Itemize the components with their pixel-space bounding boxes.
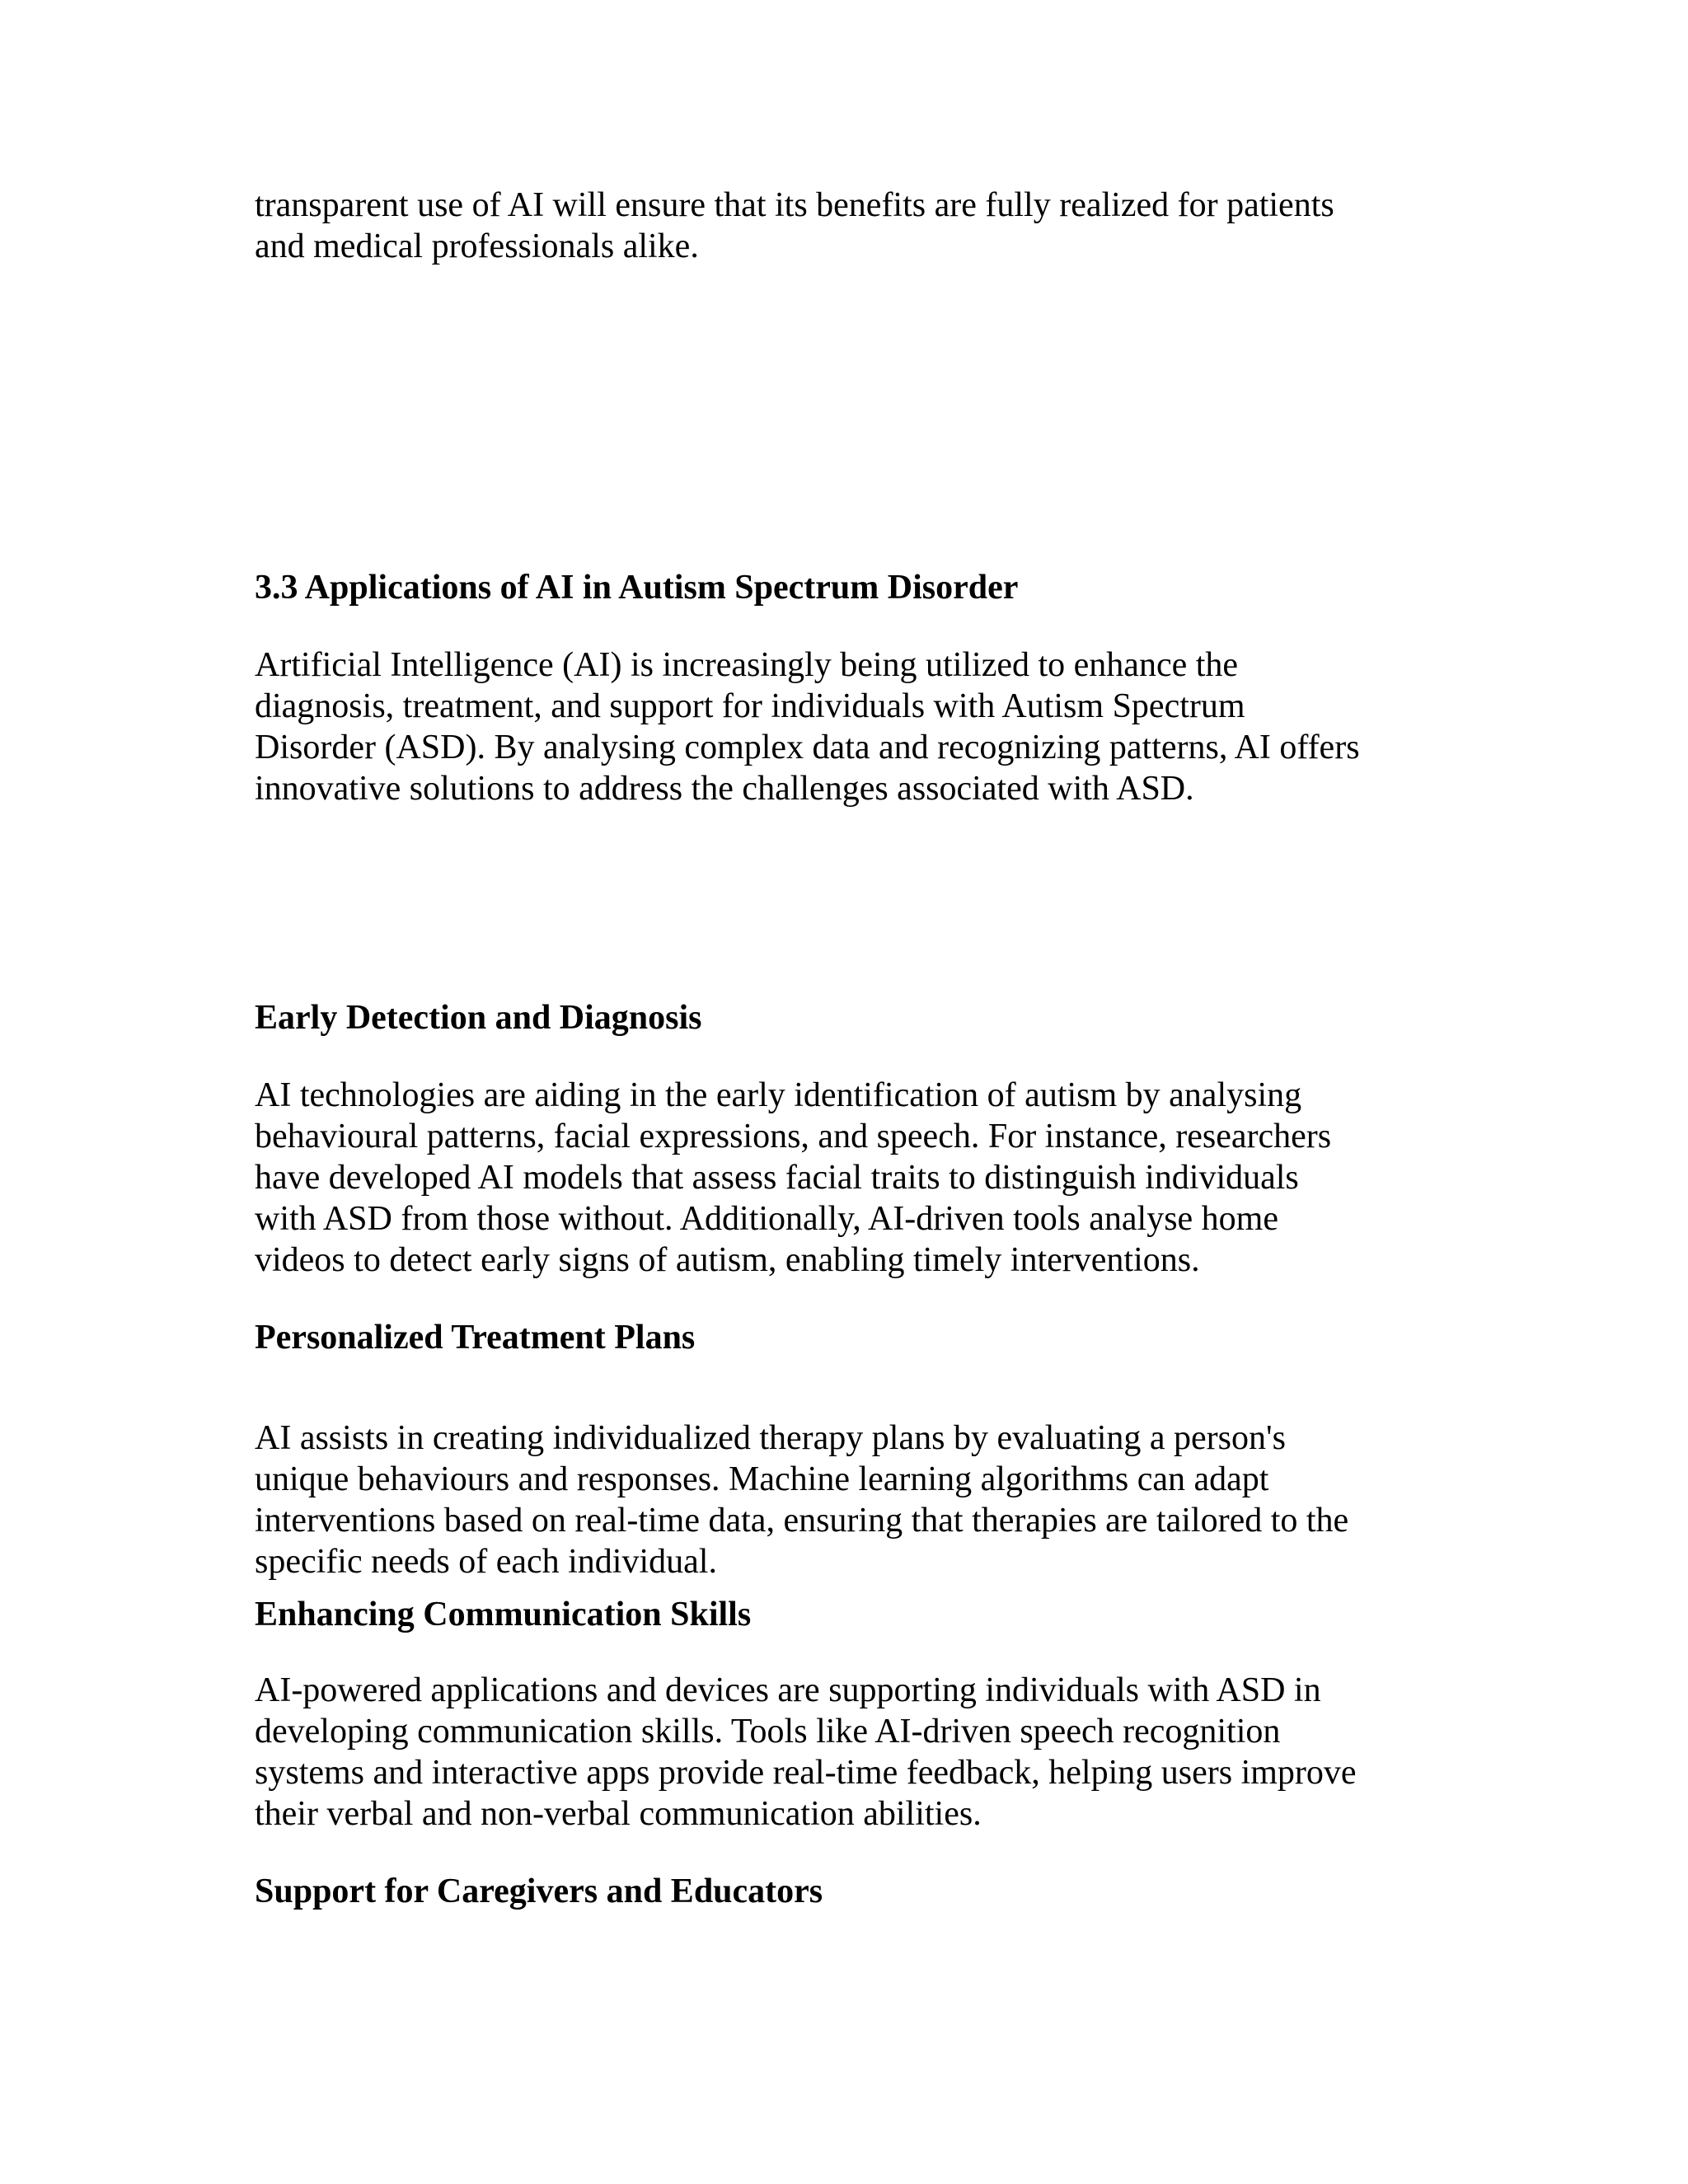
subsection-paragraph-early-detection: AI technologies are aiding in the early identification of autism by analysing behavioural patterns, facial expressions, and speech. For instance, researchers have developed AI models that assess facial traits to distinguish individuals with ASD from those without. Additionally, AI-driven tools analyse home videos to detect early signs of autism, enabling timely interventions.	[255, 1076, 1332, 1279]
subsection-paragraph-communication: AI-powered applications and devices are supporting individuals with ASD in developing communication skills. Tools like AI-driven speech recognition systems and interactive apps provide real-time feedback, helping users improve their verbal and non-verbal communication abilities.	[255, 1671, 1357, 1833]
subsection-heading-caregivers: Support for Caregivers and Educators	[255, 1872, 823, 1910]
intro-paragraph: transparent use of AI will ensure that its benefits are fully realized for patients and medical professionals alike.	[255, 186, 1334, 265]
subsection-heading-treatment-plans: Personalized Treatment Plans	[255, 1319, 696, 1357]
subsection-heading-communication: Enhancing Communication Skills	[255, 1596, 752, 1633]
section-heading: 3.3 Applications of AI in Autism Spectrum Disorder	[255, 569, 1019, 607]
subsection-heading-early-detection: Early Detection and Diagnosis	[255, 999, 702, 1037]
section-paragraph: Artificial Intelligence (AI) is increasingly being utilized to enhance the diagnosis, treatment, and support for individuals with Autism Spectrum Disorder (ASD). By analysing complex data and recognizing patterns, AI offers innovative solutions to address the challenges associated with ASD.	[255, 646, 1360, 808]
subsection-paragraph-treatment-plans: AI assists in creating individualized therapy plans by evaluating a person's unique behaviours and responses. Machine learning algorithms can adapt interventions based on real-time data, ensuring that therapies are tailored to the specific needs of each individual.	[255, 1419, 1349, 1581]
